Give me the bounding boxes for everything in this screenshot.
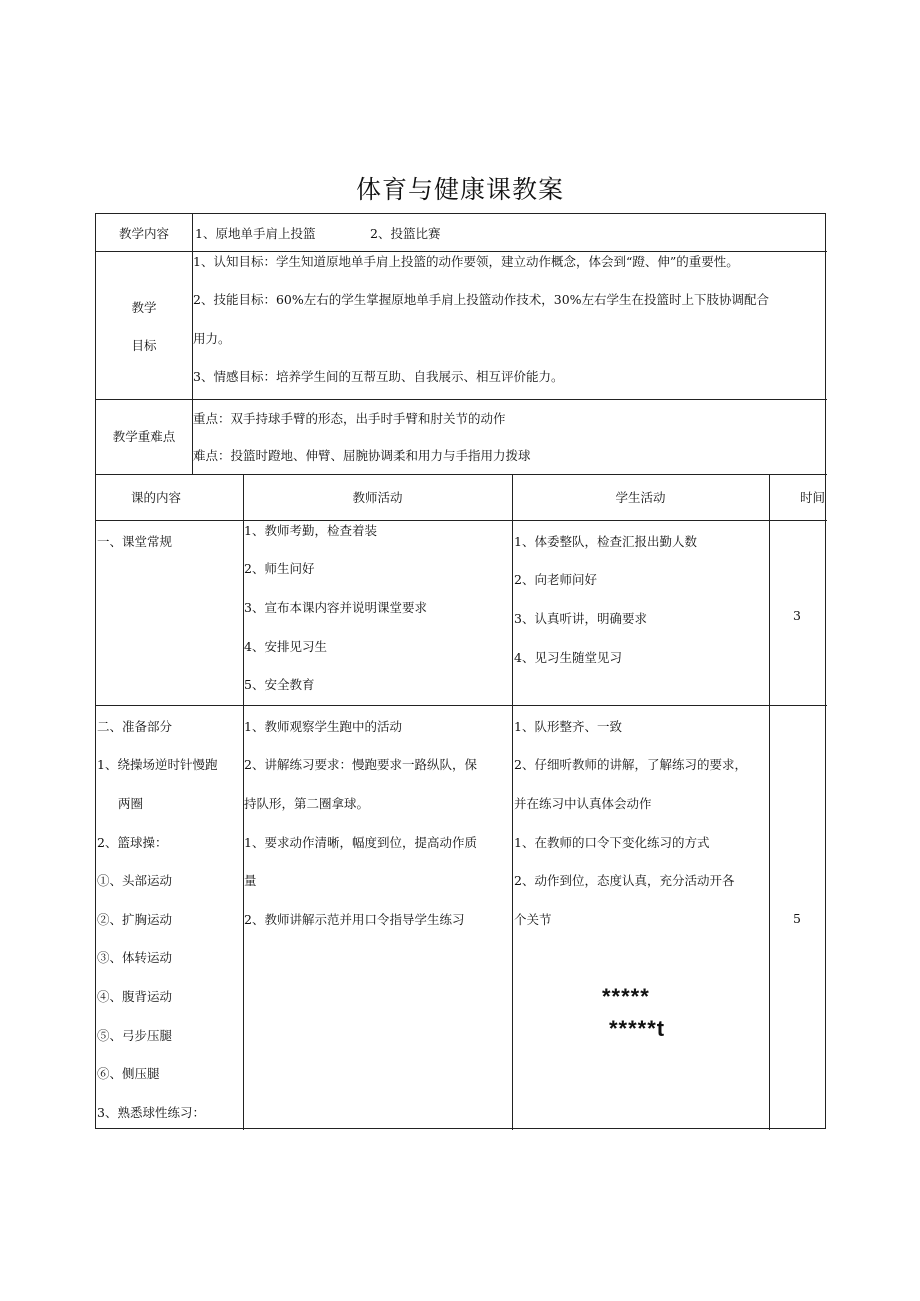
section2-content-line: 两圈	[118, 796, 144, 811]
section2-teacher-line: 2、讲解练习要求：慢跑要求一路纵队，保	[244, 757, 477, 772]
section2-student-line: 个关节	[514, 912, 552, 927]
section2-teacher-line: 1、教师观察学生跑中的活动	[244, 719, 402, 734]
section2-content-line: ⑥、侧压腿	[97, 1066, 160, 1081]
goal-line: 2、技能目标：60%左右的学生掌握原地单手肩上投篮动作技术，30%左右学生在投篮时上下肢协调配合	[193, 292, 770, 307]
section1-time: 3	[793, 608, 801, 623]
goals-label: 教学	[131, 300, 157, 315]
formation-row: *****t	[609, 1016, 666, 1041]
content-label: 教学内容	[118, 226, 169, 241]
section2-student-line: 并在练习中认真体会动作	[514, 796, 652, 811]
section2-time: 5	[793, 911, 801, 926]
difficult-point: 难点：投篮时蹬地、伸臂、屈腕协调柔和用力与手指用力拨球	[193, 448, 531, 463]
header-time: 时间	[800, 490, 826, 505]
page-title: 体育与健康课教案	[355, 175, 564, 204]
section1-teacher-item: 3、宣布本课内容并说明课堂要求	[244, 600, 427, 615]
section2-content-line: ⑤、弓步压腿	[97, 1028, 173, 1043]
header-teacher: 教师活动	[352, 490, 403, 505]
section2-student-line: 1、在教师的口令下变化练习的方式	[514, 835, 710, 850]
section2-content-line: ①、头部运动	[97, 873, 173, 888]
content-item: 1、原地单手肩上投篮	[195, 226, 316, 241]
section2-teacher-line: 2、教师讲解示范并用口令指导学生练习	[244, 912, 465, 927]
goal-line: 用力。	[193, 331, 231, 346]
section1-student-item: 1、体委整队，检查汇报出勤人数	[514, 534, 697, 549]
section2-content-line: ③、体转运动	[97, 950, 173, 965]
key-point: 重点：双手持球手臂的形态，出手时手臂和肘关节的动作	[193, 411, 506, 426]
formation-row: *****	[602, 984, 650, 1009]
section2-content-line: ②、扩胸运动	[97, 912, 173, 927]
section1-content: 一、课堂常规	[97, 534, 173, 549]
section1-teacher-item: 5、安全教育	[244, 677, 315, 692]
section2-content-line: 2、篮球操：	[97, 835, 168, 850]
section2-teacher-line: 持队形，第二圈拿球。	[244, 796, 370, 811]
row-divider	[96, 705, 827, 706]
goal-line: 1、认知目标：学生知道原地单手肩上投篮的动作要领，建立动作概念，体会到“蹬、伸”的重要性。	[193, 254, 739, 269]
section1-student-item: 2、向老师问好	[514, 572, 597, 587]
goals-label: 目标	[131, 338, 157, 353]
content-item: 2、投篮比赛	[370, 226, 441, 241]
section1-teacher-item: 1、教师考勤，检查着装	[244, 523, 377, 538]
section1-student-item: 4、见习生随堂见习	[514, 650, 622, 665]
section2-content-line: 1、绕操场逆时针慢跑	[97, 757, 218, 772]
row-divider	[96, 251, 827, 252]
header-student: 学生活动	[615, 490, 666, 505]
section2-content-line: 二、准备部分	[97, 719, 173, 734]
row-divider	[96, 399, 827, 400]
lesson-plan-table	[95, 213, 826, 1129]
section1-teacher-item: 4、安排见习生	[244, 639, 327, 654]
section2-content-line: 3、熟悉球性练习：	[97, 1105, 205, 1120]
section2-student-line: 1、队形整齐、一致	[514, 719, 622, 734]
section1-student-item: 3、认真听讲，明确要求	[514, 611, 647, 626]
column-divider	[512, 474, 513, 1130]
section2-student-line: 2、动作到位，态度认真，充分活动开各	[514, 873, 735, 888]
section2-content-line: ④、腹背运动	[97, 989, 173, 1004]
header-content: 课的内容	[130, 490, 181, 505]
difficulty-label: 教学重难点	[112, 429, 176, 444]
section2-teacher-line: 1、要求动作清晰，幅度到位，提高动作质	[244, 835, 477, 850]
section2-teacher-line: 量	[244, 873, 257, 888]
row-divider	[96, 520, 827, 521]
column-divider	[769, 474, 770, 1130]
section2-student-line: 2、仔细听教师的讲解，了解练习的要求，	[514, 757, 747, 772]
goal-line: 3、情感目标：培养学生间的互帮互助、自我展示、相互评价能力。	[193, 369, 564, 384]
section1-teacher-item: 2、师生问好	[244, 561, 315, 576]
row-divider	[96, 474, 827, 475]
